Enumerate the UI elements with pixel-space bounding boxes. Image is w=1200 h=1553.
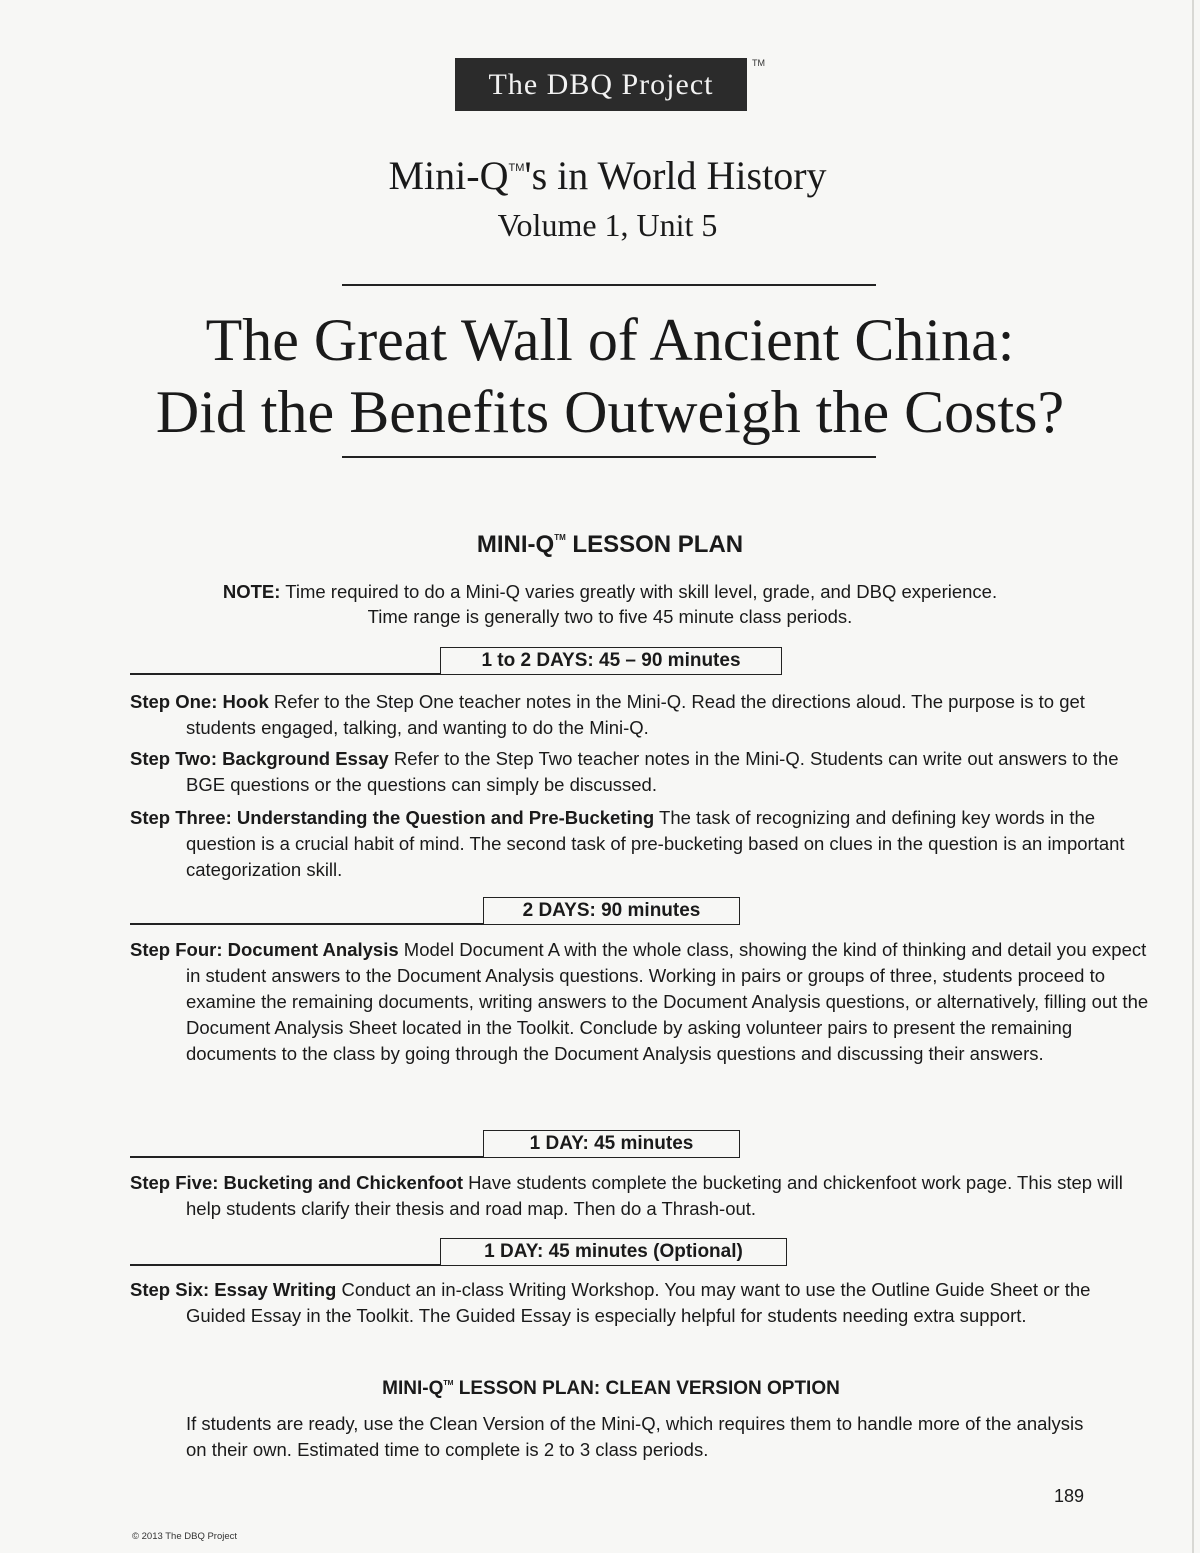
page-title	[0, 304, 1200, 448]
step-six	[130, 1277, 1151, 1329]
note-line-1: Time required to do a Mini-Q varies greatly with skill level, grade, and DBQ experience.	[280, 581, 998, 602]
note-line-2: Time range is generally two to five 45 minute class periods.	[367, 606, 853, 627]
dbq-logo	[455, 58, 765, 111]
series-title-pre: Mini-Q	[388, 153, 509, 198]
step-text: Refer to the Step Two teacher notes in the Mini-Q. Students can write out answers to the BGE questions or the questions can simply be discussed.	[186, 748, 1119, 795]
title-rule-top	[342, 284, 876, 286]
lesson-plan-heading-pre: MINI-Q	[476, 531, 555, 558]
day-divider-line	[130, 923, 484, 925]
lesson-plan-heading-post: LESSON PLAN	[565, 531, 744, 558]
day-divider-line	[130, 1156, 484, 1158]
series-trademark: TM	[508, 162, 525, 174]
clean-version-text: If students are ready, use the Clean Version of the Mini-Q, which requires them to handle more of the analysis on their own. Estimated time to complete is 2 to 3 class periods.	[186, 1413, 1084, 1460]
title-rule-bottom	[342, 456, 876, 458]
copyright-notice: © 2013 The DBQ Project	[132, 1531, 238, 1542]
clean-heading-post: LESSON PLAN: CLEAN VERSION OPTION	[453, 1378, 840, 1399]
step-text: Model Document A with the whole class, showing the kind of thinking and detail you expect in student answers to the Document Analysis questions. Working in pairs or groups of three, students proceed to examine the remaining documents, writing answers to the Document Analysis questions, or alternatively, filling out the Document Analysis Sheet located in the Toolkit. Conclude by asking volunteer pairs to present the remaining documents to the class by going through the Document Analysis questions and discussing their answers.	[186, 939, 1149, 1064]
clean-version-heading	[0, 1378, 1200, 1400]
step-title: Step Five: Bucketing and Chickenfoot	[130, 1172, 464, 1193]
step-title: Step Two: Background Essay	[130, 748, 389, 769]
clean-heading-trademark: TM	[443, 1380, 454, 1387]
step-two	[130, 746, 1151, 798]
step-text: Refer to the Step One teacher notes in the Mini-Q. Read the directions aloud. The purpose is to get students engaged, talking, and wanting to do the Mini-Q.	[186, 691, 1085, 738]
clean-heading-pre: MINI-Q	[382, 1378, 444, 1399]
series-title-post: 's in World History	[524, 153, 827, 198]
day-divider-line	[130, 673, 441, 675]
day-box-2: 2 DAYS: 90 minutes	[483, 897, 740, 925]
day-box-4: 1 DAY: 45 minutes (Optional)	[440, 1238, 787, 1266]
step-title: Step One: Hook	[130, 691, 269, 712]
step-text: Conduct an in-class Writing Workshop. You may want to use the Outline Guide Sheet or the Guided Essay in the Toolkit. The Guided Essay is especially helpful for students needing extra support.	[186, 1279, 1091, 1326]
logo-trademark: TM	[752, 58, 765, 68]
volume-unit: Volume 1, Unit 5	[497, 207, 718, 243]
step-one	[130, 689, 1151, 741]
step-four	[130, 937, 1151, 1067]
lesson-plan-heading	[0, 531, 1200, 559]
step-three	[130, 805, 1151, 883]
step-title: Step Three: Understanding the Question and Pre-Bucketing	[130, 807, 655, 828]
step-title: Step Six: Essay Writing	[130, 1279, 337, 1300]
step-text: Have students complete the bucketing and chickenfoot work page. This step will help students clarify their thesis and road map. Then do a Thrash-out.	[186, 1172, 1123, 1219]
day-divider-line	[130, 1264, 441, 1266]
lesson-plan-trademark: TM	[554, 533, 566, 542]
title-line-1: The Great Wall of Ancient China:	[205, 307, 1015, 373]
title-line-2: Did the Benefits Outweigh the Costs?	[155, 379, 1065, 445]
page-number: 189	[1054, 1486, 1085, 1506]
series-title	[0, 152, 1200, 199]
step-five	[130, 1170, 1151, 1222]
note-label: NOTE:	[222, 581, 281, 602]
day-box-1: 1 to 2 DAYS: 45 – 90 minutes	[440, 647, 782, 675]
time-note	[100, 579, 1120, 629]
day-box-3: 1 DAY: 45 minutes	[483, 1130, 740, 1158]
step-title: Step Four: Document Analysis	[130, 939, 399, 960]
logo-box: The DBQ Project	[455, 58, 747, 111]
step-text: The task of recognizing and defining key words in the question is a crucial habit of mind. The second task of pre-bucketing based on clues in the question is an important categorization skill.	[186, 807, 1125, 880]
